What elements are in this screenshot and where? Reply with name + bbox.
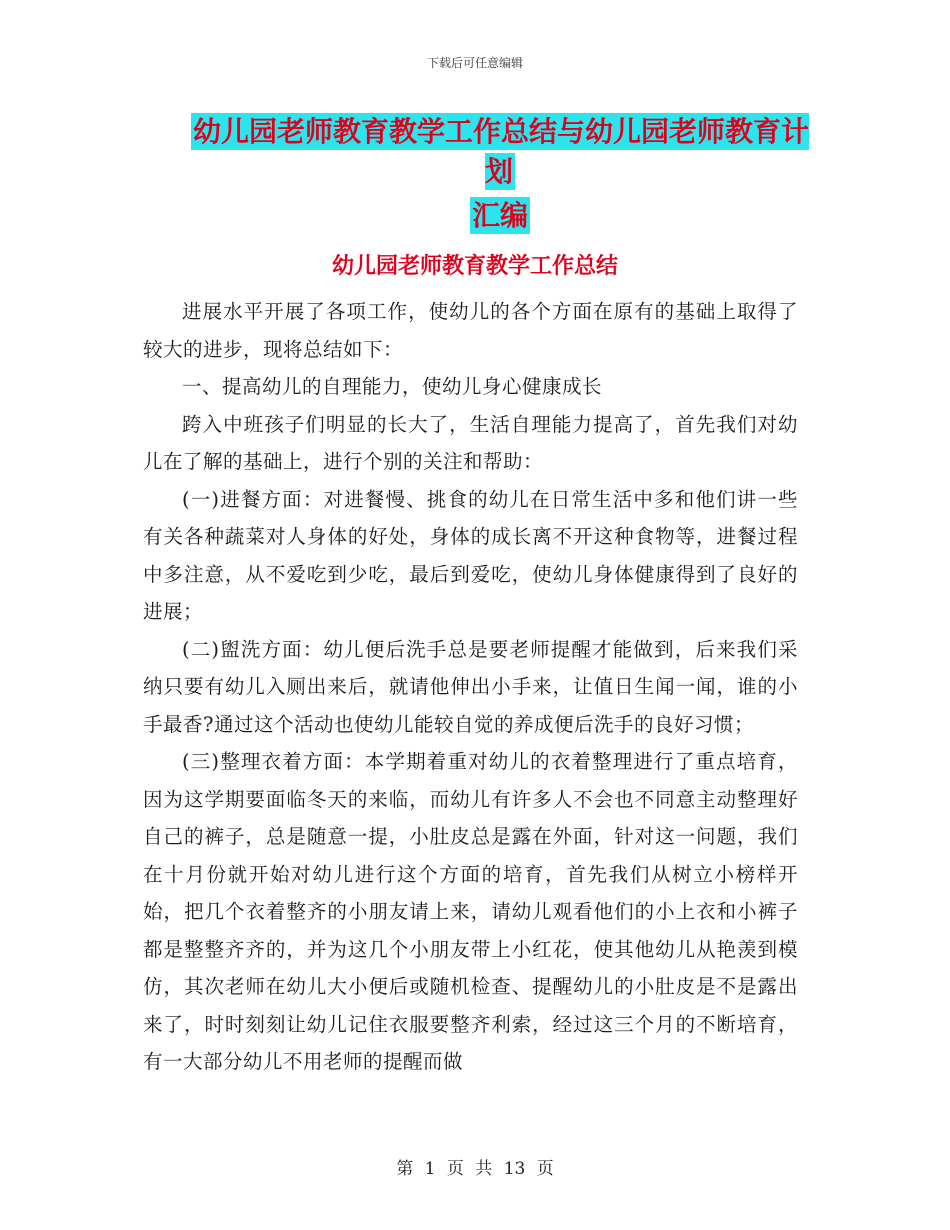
- section-title: 幼儿园老师教育教学工作总结: [331, 254, 618, 279]
- body-text: [143, 293, 798, 1081]
- paragraph: (一)进餐方面：对进餐慢、挑食的幼儿在日常生活中多和他们讲一些有关各种蔬菜对人身体的好处，身体的成长离不开这种食物等，进餐过程中多注意，从不爱吃到少吃，最后到爱吃，使幼儿身体健康得到了良好的进展；: [143, 487, 798, 623]
- paragraph: 跨入中班孩子们明显的长大了，生活自理能力提高了，首先我们对幼儿在了解的基础上，进行个别的关注和帮助：: [143, 412, 798, 473]
- header-note: 下载后可任意编辑: [426, 56, 523, 70]
- paragraph: 一、提高幼儿的自理能力，使幼儿身心健康成长: [182, 375, 603, 398]
- title-line-1: 幼儿园老师教育教学工作总结与幼儿园老师教育计划: [192, 115, 809, 188]
- title-line-2: 汇编: [471, 199, 528, 232]
- paragraph: (二)盥洗方面：幼儿便后洗手总是要老师提醒才能做到，后来我们采纳只要有幼儿入厕出来后，就请他伸出小手来，让值日生闻一闻，谁的小手最香?通过这个活动也使幼儿能较自觉的养成便后洗手的良好习惯；: [143, 637, 798, 736]
- document-title: [190, 112, 810, 240]
- paragraph: (三)整理衣着方面：本学期着重对幼儿的衣着整理进行了重点培育，因为这学期要面临冬天的来临，而幼儿有许多人不会也不同意主动整理好自己的裤子，总是随意一提，小肚皮总是露在外面，针对这一问题，我们在十月份就开始对幼儿进行这个方面的培育，首先我们从树立小榜样开始，把几个衣着整齐的小朋友请上来，请幼儿观看他们的小上衣和小裤子都是整整齐齐的，并为这几个小朋友带上小红花，使其他幼儿从艳羡到模仿，其次老师在幼儿大小便后或随机检查、提醒幼儿的小肚皮是不是露出来了，时时刻刻让幼儿记住衣服要整齐利索，经过这三个月的不断培育，有一大部分幼儿不用老师的提醒而做: [143, 750, 798, 1073]
- paragraph: 进展水平开展了各项工作，使幼儿的各个方面在原有的基础上取得了较大的进步，现将总结如下：: [143, 300, 798, 361]
- page-footer: 第 1 页 共 13 页: [396, 1159, 554, 1179]
